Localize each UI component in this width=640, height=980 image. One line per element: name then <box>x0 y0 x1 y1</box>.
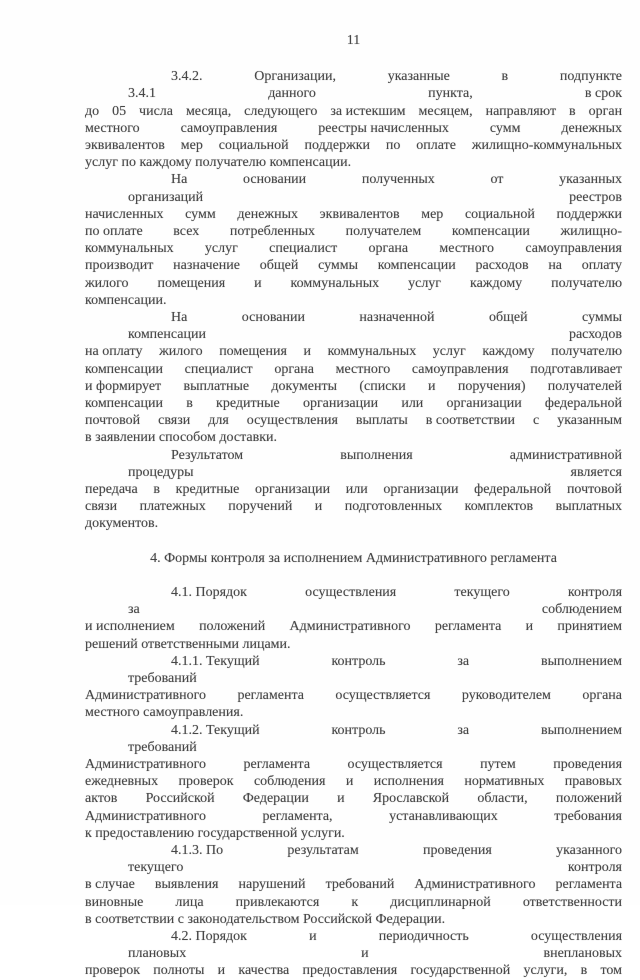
text-line: жилого помещения и коммунальных услуг каждому получателю <box>85 275 623 291</box>
text-line: компенсации специалист органа местного самоуправления подготавливает <box>85 361 623 377</box>
text-line: 4.1.3. По результатам проведения указанного текущего контроля <box>128 842 623 876</box>
text-line: Административного регламента осуществляется путем проведения <box>85 756 623 772</box>
text-line: услуг по каждому получателю компенсации. <box>85 155 352 171</box>
text-line: 4.2. Порядок и периодичность осуществления плановых и внеплановых <box>128 928 623 962</box>
para-4-1-1 <box>85 653 622 722</box>
text-line: передача в кредитные организации или организации федеральной почтовой <box>85 482 623 498</box>
text-line: компенсации в кредитные организации или организации федеральной <box>85 396 623 412</box>
text-line: почтовой связи для осуществления выплаты в соответствии с указанным <box>85 413 623 429</box>
para-rezultatom <box>85 447 622 533</box>
text-line: к предоставлению государственной услуги. <box>85 825 345 841</box>
text-line: документов. <box>85 516 159 532</box>
para-4-1-2 <box>85 722 622 842</box>
text-line: в соответствии с законодательством Российской Федерации. <box>85 911 446 927</box>
text-line: связи платежных поручений и подготовленных комплектов выплатных <box>85 499 622 515</box>
text-line: На основании полученных от указанных организаций реестров <box>128 172 623 205</box>
text-line: На основании назначенной общей суммы компенсации расходов <box>128 310 623 343</box>
para-na-osnovanii-naznachennoy <box>85 309 622 447</box>
text-line: по оплате всех потребленных получателем компенсации жилищно- <box>85 224 623 240</box>
text-line: проверок полноты и качества предоставления государственной услуги, в том <box>85 963 623 979</box>
text-line: коммунальных услуг специалист органа местного самоуправления <box>85 241 622 257</box>
text-line: Результатом выполнения административной процедуры является <box>128 447 622 480</box>
text-line: Административного регламента, устанавливающих требования <box>85 808 622 824</box>
text-line: производит назначение общей суммы компенсации расходов на оплату <box>85 258 623 274</box>
para-na-osnovanii-poluchennyh <box>85 171 622 309</box>
text-line: 4.1.2. Текущий контроль за выполнением требований <box>128 722 623 755</box>
para-4-1 <box>85 584 622 653</box>
text-line: местного самоуправления. <box>85 705 244 721</box>
para-3-4-2 <box>85 68 622 171</box>
section-4-heading <box>85 550 622 567</box>
text-line: актов Российской Федерации и Ярославской области, положений <box>85 791 622 807</box>
text-line: Административного регламента осуществляется руководителем органа <box>85 688 622 704</box>
text-line: начисленных сумм денежных эквивалентов мер социальной поддержки <box>85 206 623 222</box>
para-4-2 <box>85 928 622 980</box>
text-line: решений ответственными лицами. <box>85 636 291 652</box>
text-line: эквивалентов мер социальной поддержки по оплате жилищно-коммунальных <box>85 138 623 154</box>
page-number: 11 <box>346 33 361 48</box>
text-line: и исполнением положений Административного регламента и принятием <box>85 619 623 635</box>
text-line: компенсации. <box>85 292 167 308</box>
text-line: виновные лица привлекаются к дисциплинарной ответственности <box>85 894 623 910</box>
text-line: 4.1.1. Текущий контроль за выполнением требований <box>128 653 623 686</box>
text-line: в заявлении способом доставки. <box>85 430 277 446</box>
text-line: и формирует выплатные документы (списки и поручения) получателей <box>85 378 623 394</box>
text-line: ежедневных проверок соблюдения и исполнения нормативных правовых <box>85 774 623 790</box>
text-line: местного самоуправления реестры начисленных сумм денежных <box>85 120 623 136</box>
text-line: 4.1. Порядок осуществления текущего контроля за соблюдением <box>128 584 623 618</box>
text-line: до 05 числа месяца, следующего за истекшим месяцем, направляют в орган <box>85 103 623 119</box>
text-line: 3.4.2. Организации, указанные в подпункте 3.4.1 данного пункта, в срок <box>128 69 623 102</box>
text-line: 4. Формы контроля за исполнением Административного регламента <box>150 550 557 566</box>
text-line: в случае выявления нарушений требований Административного регламента <box>85 877 623 893</box>
para-4-1-3 <box>85 842 622 928</box>
text-line: на оплату жилого помещения и коммунальных услуг каждому получателю <box>85 344 623 360</box>
document-content <box>85 68 622 979</box>
